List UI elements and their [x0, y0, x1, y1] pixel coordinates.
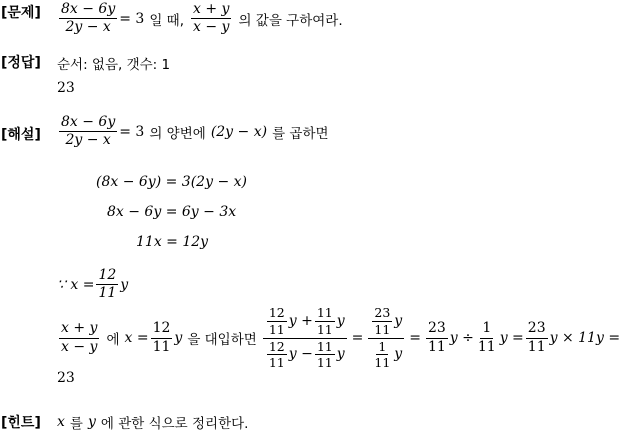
mult-end: y × 11y = — [549, 330, 620, 346]
compound-denominator — [263, 339, 347, 371]
compound-numerator — [263, 306, 347, 339]
inner-fraction — [315, 340, 335, 371]
fraction-numerator: 1 — [378, 338, 387, 354]
solution-step-3: 11x = 12y — [136, 234, 209, 250]
compound-mid: y + — [288, 312, 313, 329]
fraction-denominator: 11 — [316, 355, 333, 371]
fraction-denominator: 11 — [374, 355, 391, 371]
compound-end: y — [336, 346, 345, 363]
fraction-numerator: 12 — [96, 268, 118, 285]
fraction-denominator: 2y − x — [65, 19, 111, 36]
div-end: y = — [499, 330, 524, 346]
fraction-denominator: 11 — [527, 338, 546, 355]
inner-fraction — [372, 340, 392, 371]
fraction-numerator: 11 — [316, 305, 333, 320]
fraction-denominator: 11 — [268, 355, 285, 371]
fraction-denominator: 11 — [374, 321, 391, 337]
fraction-numerator: 12 — [268, 338, 285, 354]
fraction-numerator: 12 — [151, 321, 173, 338]
solution-because — [57, 268, 128, 302]
hint-tag: [힌트] — [1, 415, 41, 431]
subst-x-eq: x = — [124, 330, 149, 346]
hint-text-b: 에 관한 식으로 정리한다. — [100, 416, 249, 432]
fraction-denominator: 11 — [427, 338, 446, 355]
fraction-denominator: x − y — [61, 338, 98, 355]
inner-fraction — [315, 306, 335, 337]
problem-statement — [57, 2, 348, 36]
hint-text — [57, 412, 253, 432]
fraction-numerator: 1 — [480, 321, 493, 338]
solution-result: 23 — [57, 370, 75, 386]
problem-fraction-1 — [59, 2, 117, 36]
fraction-denominator: 11 — [268, 321, 285, 337]
subst-text-a: 에 — [106, 332, 120, 348]
subst-fraction — [59, 321, 99, 355]
compound-end: y — [394, 312, 403, 329]
solution-step-1: (8x − 6y) = 3(2y − x) — [96, 174, 247, 190]
solution-fraction — [59, 115, 117, 149]
solution-substitution — [57, 300, 620, 376]
fraction-numerator: 11 — [316, 338, 333, 354]
solution-step-2: 8x − 6y = 6y − 3x — [107, 204, 237, 220]
fraction-numerator: x + y — [191, 2, 231, 19]
compound-fraction-2 — [368, 306, 404, 370]
fraction-denominator: 2y − x — [65, 132, 111, 149]
problem-text-2: 의 값을 구하여라. — [238, 12, 343, 29]
fraction-numerator: x + y — [59, 321, 99, 338]
equals-sign: = — [351, 330, 364, 346]
fraction-numerator: 23 — [374, 305, 391, 320]
problem-equals: = 3 — [119, 10, 145, 27]
div-mid: y ÷ — [449, 330, 474, 346]
compound-end: y — [336, 312, 345, 329]
compound-denominator — [368, 339, 404, 371]
solution-text-a: 의 양변에 — [149, 125, 206, 142]
fraction-numerator: 23 — [526, 321, 548, 338]
hint-x: x — [57, 414, 65, 430]
solution-equals: = 3 — [119, 123, 145, 140]
subst-text-b: 을 대입하면 — [187, 332, 257, 348]
fraction-denominator: 11 — [98, 285, 117, 302]
fraction-numerator: 12 — [268, 305, 285, 320]
fraction-denominator: x − y — [193, 19, 230, 36]
because-prefix: ∵ x = — [57, 276, 95, 293]
problem-text-1: 일 때, — [149, 12, 185, 29]
problem-fraction-2 — [191, 2, 231, 36]
subst-x-suffix: y — [174, 330, 183, 346]
answer-tag: [정답] — [1, 55, 41, 71]
fraction-denominator: 11 — [152, 338, 171, 355]
fraction-numerator: 8x − 6y — [59, 2, 117, 19]
fraction-numerator: 23 — [426, 321, 448, 338]
compound-mid: y − — [288, 346, 313, 363]
subst-x-fraction — [151, 321, 173, 355]
because-suffix: y — [120, 276, 129, 293]
div-fraction-2 — [476, 321, 498, 355]
solution-line-1 — [57, 115, 334, 149]
inner-fraction — [372, 306, 392, 337]
fraction-numerator: 8x − 6y — [59, 115, 117, 132]
solution-expression: (2y − x) — [210, 123, 268, 140]
because-fraction — [96, 268, 118, 302]
answer-value: 23 — [57, 80, 75, 96]
inner-fraction — [267, 306, 287, 337]
hint-y: y — [87, 414, 96, 430]
solution-tag: [해설] — [1, 127, 41, 143]
fraction-denominator: 11 — [477, 338, 496, 355]
problem-tag: [문제] — [1, 5, 41, 21]
mult-fraction — [526, 321, 548, 355]
fraction-denominator: 11 — [316, 321, 333, 337]
compound-end: y — [394, 346, 403, 363]
equals-sign: = — [409, 330, 421, 346]
hint-text-a: 를 — [69, 416, 83, 432]
compound-fraction — [263, 306, 347, 370]
inner-fraction — [267, 340, 287, 371]
compound-numerator — [368, 306, 404, 339]
solution-text-b: 를 곱하면 — [272, 125, 329, 142]
answer-meta: 순서: 없음, 갯수: 1 — [57, 57, 171, 73]
div-fraction-1 — [426, 321, 448, 355]
